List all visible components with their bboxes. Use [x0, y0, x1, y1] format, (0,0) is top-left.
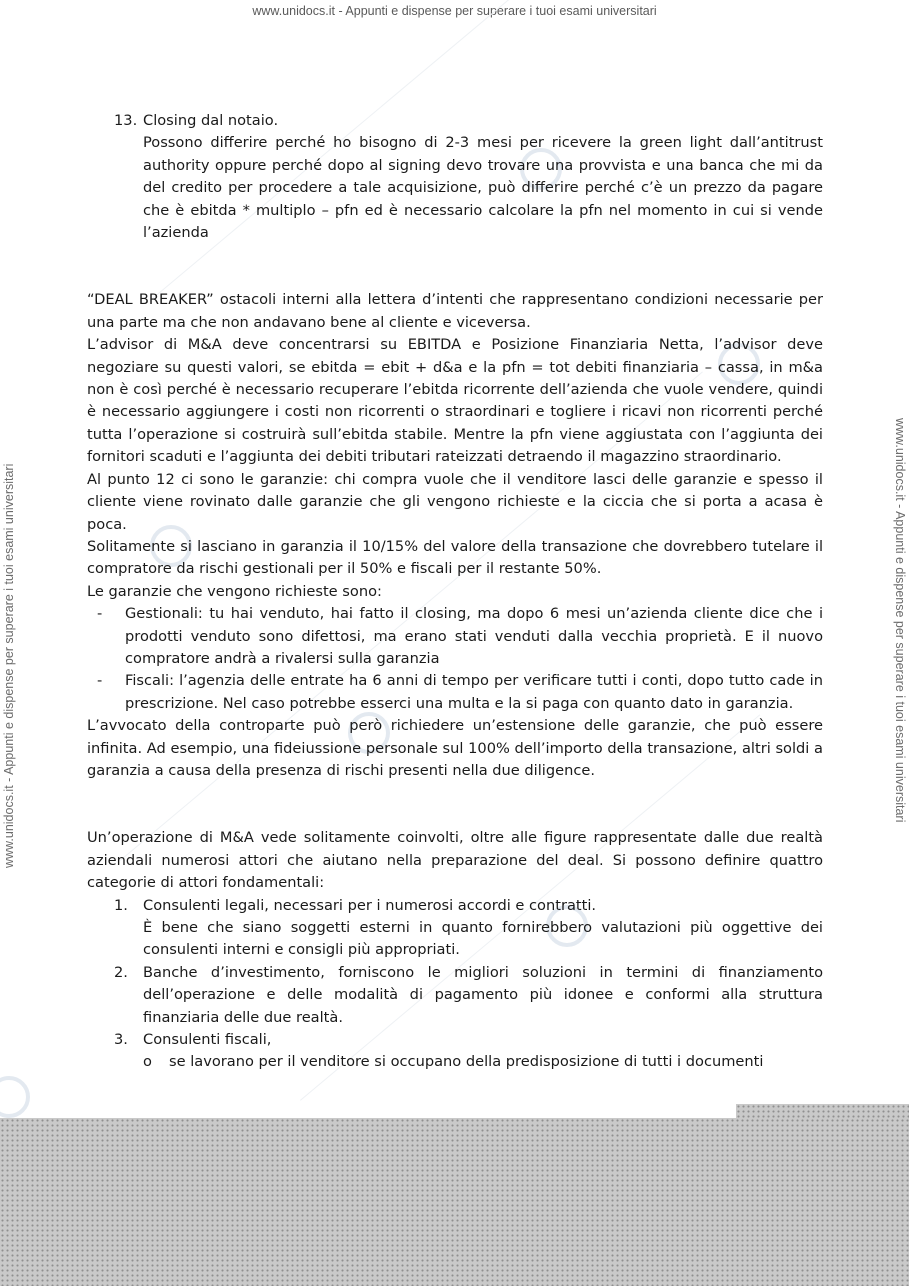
actors-intro-paragraph: Un’operazione di M&A vede solitamente coinvolti, oltre alle figure rappresentate dalle due realtà aziendali numerosi attori che aiutano nella preparazione del deal. Si possono definire quattro categorie di attori fondamentali:	[87, 829, 823, 892]
actors-list	[87, 895, 823, 1052]
list-item	[87, 603, 823, 670]
header-watermark	[0, 4, 909, 18]
deal-breaker-paragraph: “DEAL BREAKER” ostacoli interni alla lettera d’intenti che rappresentano condizioni necessarie per una parte ma che non andavano bene al cliente e viceversa.	[87, 291, 823, 331]
list-item-text: Consulenti legali, necessari per i numerosi accordi e contratti.	[143, 896, 597, 914]
guarantees-list	[87, 603, 823, 715]
watermark-logo-icon	[0, 1076, 30, 1118]
list-item-text: Banche d’investimento, forniscono le migliori soluzioni in termini di finanziamento dell’operazione e delle modalità di pagamento più idonee e conformi alla struttura finanziaria delle due realtà.	[143, 963, 823, 1026]
list-item	[87, 895, 823, 962]
left-side-watermark: www.unidocs.it - Appunti e dispense per superare i tuoi esami universitari	[2, 463, 16, 868]
closing-item-title: Closing dal notaio.	[143, 112, 279, 129]
advisor-paragraph: L’advisor di M&A deve concentrarsi su EBITDA e Posizione Finanziaria Netta, l’advisor deve negoziare su questi valori, se ebitda = ebit + d&a e la pfn = tot debiti finanziaria – cassa, in m&a non è così perché è necessario recuperare l’ebitda ricorrente dell’azienda che vuole vendere, quindi è necessario aggiungere i costi non ricorrenti o straordinari e togliere i ricavi non ricorrenti perché tutta l’operazione si costruirà sull’ebitda stabile. Mentre la pfn viene aggiustata con l’aggiunta dei fornitori scaduti e l’aggiunta dei debiti tributari rateizzati detraendo il magazzino straordinario.	[87, 336, 823, 466]
closing-item	[87, 110, 823, 244]
sub-list-item-text: se lavorano per il venditore si occupano della predisposizione di tutti i documenti	[169, 1053, 764, 1071]
sub-list-item	[87, 1051, 823, 1073]
guarantees-list-intro: Le garanzie che vengono richieste sono:	[87, 582, 382, 600]
circle-bullet: o	[143, 1053, 152, 1071]
document-body	[87, 110, 823, 1074]
right-side-watermark: www.unidocs.it - Appunti e dispense per superare i tuoi esami universitari	[893, 418, 907, 823]
guarantees-paragraph: Al punto 12 ci sono le garanzie: chi compra vuole che il venditore lasci delle garanzie e spesso il cliente viene rovinato dalle garanzie che gli vengono richieste e la ciccia che si porta a acasa è poca.	[87, 470, 823, 533]
dash-bullet: -	[97, 605, 103, 623]
guarantee-percentage-paragraph: Solitamente si lasciano in garanzia il 10/15% del valore della transazione che dovrebbero tutelare il compratore da rischi gestionali per il 50% e fiscali per il restante 50%.	[87, 537, 823, 578]
list-item	[87, 670, 823, 715]
list-item-number: 2.	[114, 963, 128, 981]
preview-mask	[0, 1118, 909, 1286]
list-item-text: Fiscali: l’agenzia delle entrate ha 6 anni di tempo per verificare tutti i conti, dopo tutto cade in prescrizione. Nel caso potrebbe esserci una multa e la si paga con quanto dato in garanzia.	[125, 672, 823, 712]
list-item-subtext: È bene che siano soggetti esterni in quanto fornirebbero valutazioni più oggettive dei consulenti interni e consigli più appropriati.	[143, 919, 823, 959]
closing-item-body: Possono differire perché ho bisogno di 2-3 mesi per ricevere la green light dall’antitrust authority oppure perché dopo al signing devo trovare una provvista e una banca che mi da del credito per procedere a tale acquisizione, può differire perché c’è un prezzo da pagare che è ebitda * multiplo – pfn ed è necessario calcolare la pfn nel momento in cui si vende l’azienda	[143, 134, 823, 242]
list-item	[87, 962, 823, 1029]
list-item-text: Gestionali: tu hai venduto, hai fatto il closing, ma dopo 6 mesi un’azienda cliente dice che i prodotti venduto sono difettosi, ma erano stati venduti dalla vecchia proprietà. E il nuovo compratore andrà a rivalersi sulla garanzia	[125, 605, 823, 667]
dash-bullet: -	[97, 672, 103, 690]
closing-item-number: 13.	[114, 112, 138, 129]
list-item-number: 1.	[114, 896, 128, 914]
header-watermark-text: www.unidocs.it - Appunti e dispense per superare i tuoi esami universitari	[252, 4, 657, 18]
closing-list	[87, 110, 823, 244]
list-item-text: Consulenti fiscali,	[143, 1031, 272, 1049]
list-item-number: 3.	[114, 1031, 128, 1049]
counterparty-paragraph: L’avvocato della controparte può però richiedere un’estensione delle garanzie, che può essere infinita. Ad esempio, una fideiussione personale sul 100% dell’importo della transazione, altri soldi a garanzia a causa della presenza di rischi presenti nella due diligence.	[87, 717, 823, 779]
list-item	[87, 1029, 823, 1051]
